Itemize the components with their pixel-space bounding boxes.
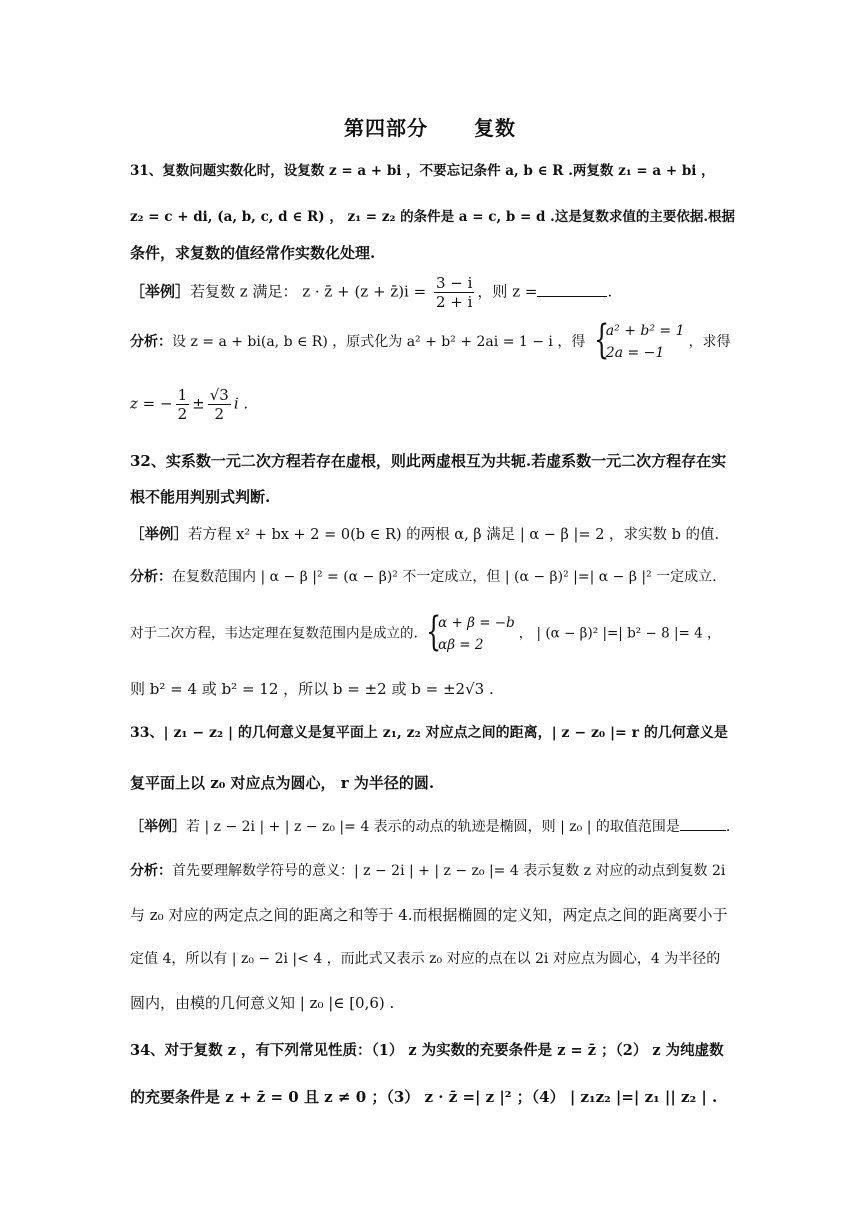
- s33-analysis-line-3: 定值 4，所以有 | z₀ − 2i |< 4 ，而此式又表示 z₀ 对应的点在以 2i 对应点为圆心，4 为半径的: [130, 951, 721, 967]
- s33-analysis-line-4: 圆内，由模的几何意义知 | z₀ |∈ [0,6) .: [130, 994, 395, 1012]
- example-label: ［举例］: [130, 282, 191, 301]
- s34-line-1: 34、对于复数 z ，有下列常见性质：（1） z 为实数的充要条件是 z = z̄ ；（2） z 为纯虚数: [130, 1042, 724, 1059]
- s34-line-2: 的充要条件是 z + z̄ = 0 且 z ≠ 0 ；（3） z · z̄ =| z |² ；（4） | z₁z₂ |=| z₁ || z₂ | .: [130, 1088, 718, 1106]
- answer-blank: [680, 816, 726, 831]
- s31-example-pre: 若复数 z 满足： z · z̄ + (z + z̄)i =: [190, 282, 427, 301]
- s31-analysis-post: ，求得: [688, 334, 731, 350]
- s32-line-1: 32、实系数一元二次方程若存在虚根，则此两虚根互为共轭.若虚系数一元二次方程存在实: [130, 452, 727, 470]
- s31-analysis-pre: 设 z = a + bi(a, b ∈ R) ，原式化为 a² + b² + 2ai = 1 − i ，得: [172, 334, 586, 350]
- s31-analysis: [130, 317, 734, 364]
- title-part: 第四部分: [344, 116, 428, 140]
- s31-line-3: 条件，求复数的值经常作实数化处理.: [130, 244, 376, 262]
- s32-analysis-text: 在复数范围内 | α − β |² = (α − β)² 不一定成立，但 | (α − β)² |=| α − β |² 一定成立.: [172, 569, 717, 585]
- s31-equation-system: { a² + b² = 1 2a = −1: [593, 317, 685, 363]
- analysis-label: 分析：: [130, 334, 172, 350]
- analysis-label: 分析：: [130, 863, 172, 879]
- s32-analysis: [130, 566, 734, 588]
- s32-result: 则 b² = 4 或 b² = 12 ，所以 b = ±2 或 b = ±2√3 .: [130, 680, 494, 698]
- s31-result: z = − $\frac{1}{2}$ ± $\frac{√3}{2}$ i .: [130, 386, 249, 423]
- s31-example: ［举例］若复数 z 满足： z · z̄ + (z + z̄)i = $\frac{3 - i}{2 + i}$ ，则 z = .: [130, 274, 613, 311]
- s33-analysis-text: 首先要理解数学符号的意义：| z − 2i | + | z − z₀ |= 4 表示复数 z 对应的动点到复数 2i: [172, 863, 726, 879]
- s32-line-2: 根不能用判别式判断.: [130, 488, 271, 506]
- example-label: ［举例］: [130, 526, 188, 543]
- page-title: [0, 112, 860, 141]
- s33-analysis-line-2: 与 z₀ 对应的两定点之间的距离之和等于 4.而根据椭圆的定义知，两定点之间的距离要小于: [130, 906, 728, 924]
- s32-example-text: 若方程 x² + bx + 2 = 0(b ∈ R) 的两根 α, β 满足 | α − β |= 2 ，求实数 b 的值.: [188, 527, 720, 543]
- s33-line-1: 33、| z₁ − z₂ | 的几何意义是复平面上 z₁, z₂ 对应点之间的距离，| z − z₀ |= r 的几何意义是: [130, 725, 728, 741]
- s31-example-post: ，则 z =: [477, 282, 538, 301]
- s33-line-2: 复平面上以 z₀ 对应点为圆心， r 为半径的圆.: [130, 774, 435, 792]
- s32-equation-system: { α + β = −b αβ = 2: [426, 609, 515, 655]
- s33-example-text: 若 | z − 2i | + | z − z₀ |= 4 表示的动点的轨迹是椭圆，则 | z₀ | 的取值范围是: [186, 819, 680, 835]
- s33-analysis: [130, 860, 734, 882]
- title-topic: 复数: [474, 116, 516, 140]
- analysis-label: 分析：: [130, 569, 172, 585]
- s31-line-2: z₂ = c + di, (a, b, c, d ∈ R) ， z₁ = z₂ 的条件是 a = c, b = d .这是复数求值的主要依据.根据: [130, 209, 736, 225]
- example-label: ［举例］: [130, 819, 186, 835]
- s31-result-fraction-2: $\frac{√3}{2}$: [209, 386, 229, 423]
- s31-line-1: 31、复数问题实数化时，设复数 z = a + bi ，不要忘记条件 a, b ∈ R .两复数 z₁ = a + bi ，: [130, 163, 715, 179]
- answer-blank: [537, 282, 607, 297]
- s33-example: ［举例］若 | z − 2i | + | z − z₀ |= 4 表示的动点的轨迹是椭圆，则 | z₀ | 的取值范围是 .: [130, 816, 734, 838]
- s32-example: [130, 524, 734, 546]
- s32-vieta-line: 对于二次方程，韦达定理在复数范围内是成立的. { α + β = −b αβ = 2 ， | (α − β)² |=| b² − 8 |= 4 ，: [130, 609, 721, 655]
- s31-example-fraction: $\frac{3 - i}{2 + i}$: [435, 274, 473, 311]
- s31-result-fraction-1: $\frac{1}{2}$: [177, 386, 188, 423]
